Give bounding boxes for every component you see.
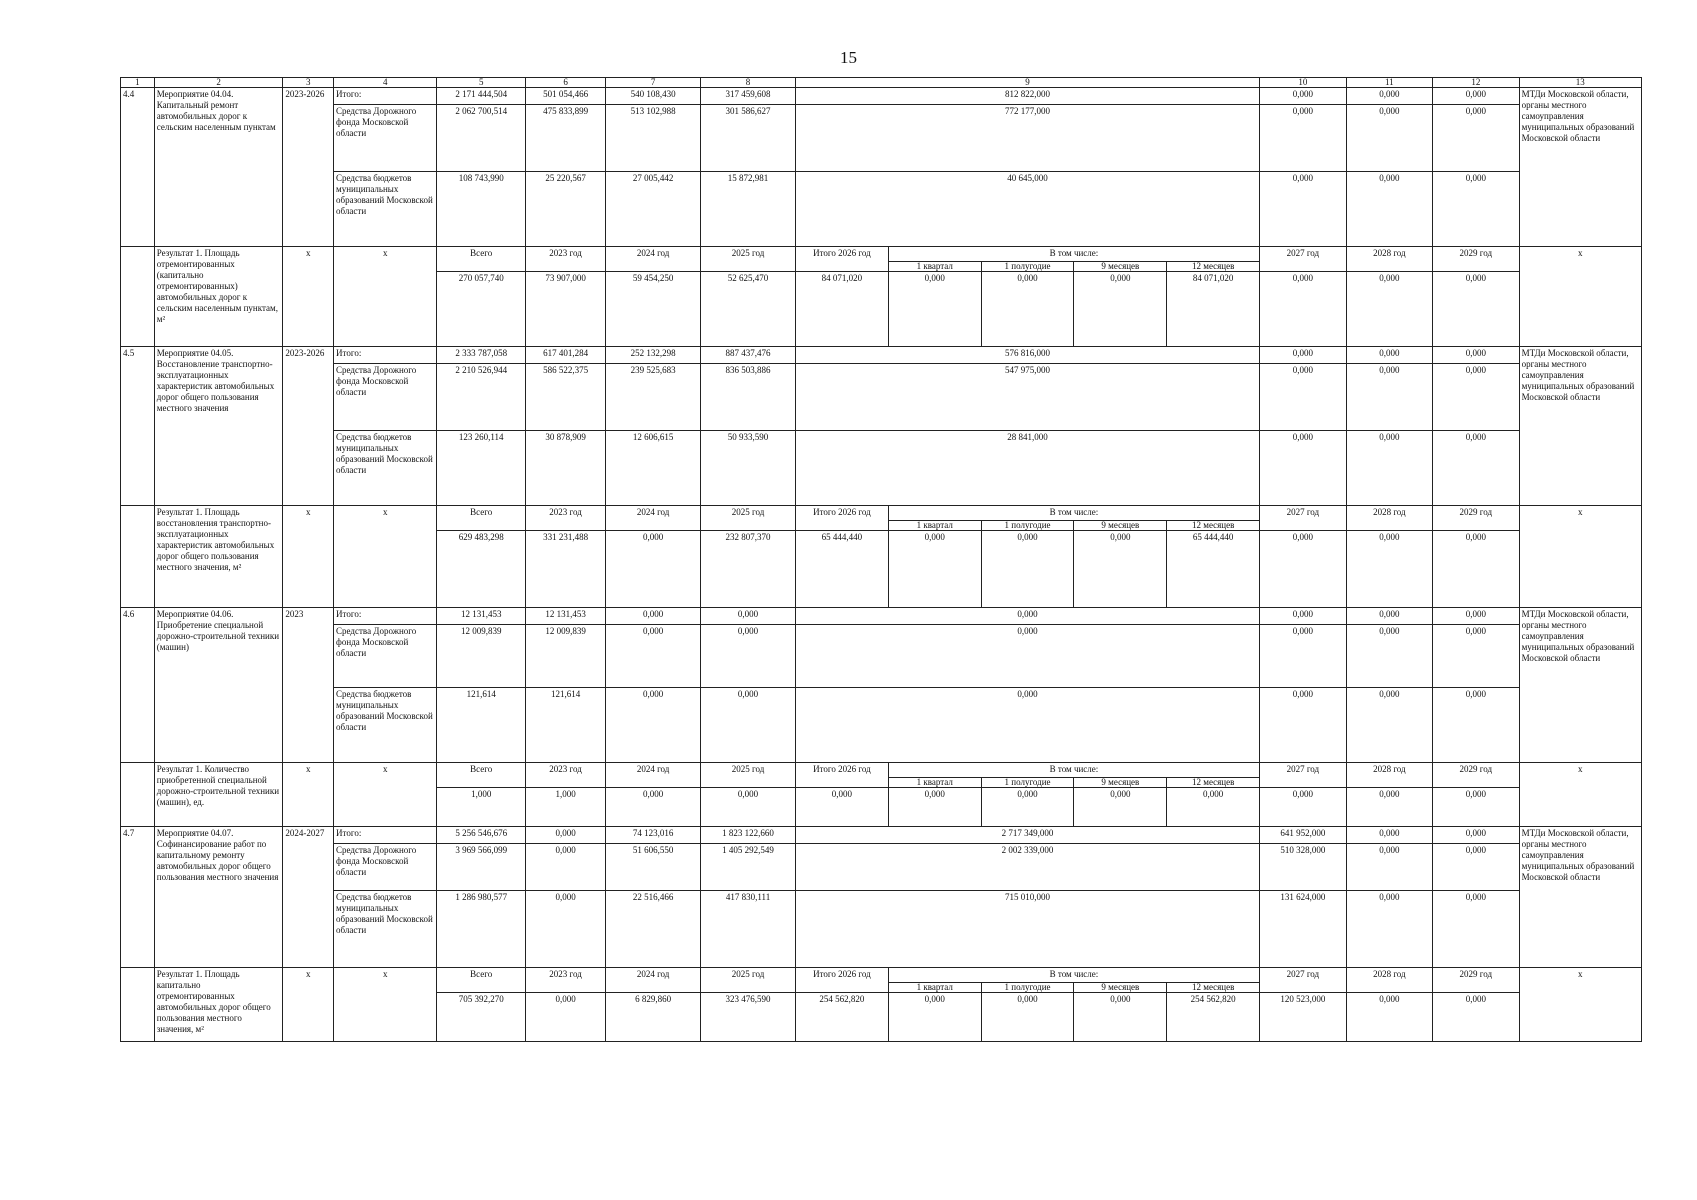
result-head-h1: 1 полугодие	[981, 778, 1074, 788]
result-value-y2023: 1,000	[526, 788, 606, 827]
value-2025: 15 872,981	[701, 172, 796, 247]
value-2027: 0,000	[1260, 105, 1346, 172]
funding-row	[121, 688, 1642, 763]
col-num: 11	[1346, 78, 1432, 88]
page-number: 15	[840, 48, 857, 67]
section-number: 4.7	[121, 827, 155, 968]
value-2029: 0,000	[1433, 347, 1519, 364]
result-value-total: 629 483,298	[437, 531, 526, 608]
value-2024: 0,000	[606, 625, 701, 688]
col-num: 3	[283, 78, 334, 88]
result-head-total-2026: Итого 2026 год	[796, 968, 889, 993]
x-mark: х	[334, 506, 437, 608]
funding-source: Средства Дорожного фонда Московской области	[334, 364, 437, 431]
value-2028: 0,000	[1346, 844, 1432, 891]
value-2026: 0,000	[796, 625, 1260, 688]
result-head-2023: 2023 год	[526, 506, 606, 531]
period: 2023-2026	[283, 88, 334, 247]
result-value-m9: 0,000	[1074, 531, 1167, 608]
result-label: Результат 1. Площадь отремонтированных (капитально отремонтированных) автомобильных дорог к сельским населенным пунктам, м²	[154, 247, 283, 347]
funding-row	[121, 625, 1642, 688]
result-value-h1: 0,000	[981, 272, 1074, 347]
measure-name: Мероприятие 04.05. Восстановление транспортно-эксплуатационных характеристик автомобильных дорог общего пользования местного значения	[154, 347, 283, 506]
result-value-y2027: 120 523,000	[1260, 993, 1346, 1042]
value-2029: 0,000	[1433, 827, 1519, 844]
value-2029: 0,000	[1433, 891, 1519, 968]
col-num: 6	[526, 78, 606, 88]
funding-row	[121, 172, 1642, 247]
measure-name: Мероприятие 04.07. Софинансирование работ по капитальному ремонту автомобильных дорог общего пользования местного значения	[154, 827, 283, 968]
result-value-y2029: 0,000	[1433, 993, 1519, 1042]
value-2028: 0,000	[1346, 88, 1432, 105]
result-head-2024: 2024 год	[606, 247, 701, 272]
value-2027: 0,000	[1260, 364, 1346, 431]
result-head-12m: 12 месяцев	[1167, 778, 1260, 788]
funding-row	[121, 105, 1642, 172]
result-head-including: В том числе:	[888, 247, 1259, 262]
result-head-2025: 2025 год	[701, 506, 796, 531]
result-head-2025: 2025 год	[701, 968, 796, 993]
result-head-2027: 2027 год	[1260, 506, 1346, 531]
result-head-2029: 2029 год	[1433, 506, 1519, 531]
value-total: 12 009,839	[437, 625, 526, 688]
period: 2023	[283, 608, 334, 763]
value-2026: 772 177,000	[796, 105, 1260, 172]
value-2026: 2 717 349,000	[796, 827, 1260, 844]
x-mark: х	[1519, 763, 1641, 827]
result-value-total2026: 0,000	[796, 788, 889, 827]
result-value-y2028: 0,000	[1346, 993, 1432, 1042]
funding-row	[121, 431, 1642, 506]
result-value-y2027: 0,000	[1260, 788, 1346, 827]
section-number: 4.4	[121, 88, 155, 247]
result-value-y2023: 73 907,000	[526, 272, 606, 347]
result-value-m12: 65 444,440	[1167, 531, 1260, 608]
value-2029: 0,000	[1433, 844, 1519, 891]
result-head-total-2026: Итого 2026 год	[796, 763, 889, 788]
x-mark: х	[1519, 506, 1641, 608]
result-head-9m: 9 месяцев	[1074, 521, 1167, 531]
value-2023: 586 522,375	[526, 364, 606, 431]
value-2029: 0,000	[1433, 105, 1519, 172]
result-head-2024: 2024 год	[606, 968, 701, 993]
x-mark: х	[1519, 968, 1641, 1042]
value-2023: 0,000	[526, 827, 606, 844]
value-2027: 0,000	[1260, 688, 1346, 763]
funding-source: Итого:	[334, 347, 437, 364]
value-2025: 417 830,111	[701, 891, 796, 968]
result-value-h1: 0,000	[981, 531, 1074, 608]
result-head-2027: 2027 год	[1260, 763, 1346, 788]
result-head-including: В том числе:	[888, 968, 1259, 983]
value-2029: 0,000	[1433, 88, 1519, 105]
value-2024: 239 525,683	[606, 364, 701, 431]
value-2028: 0,000	[1346, 105, 1432, 172]
measure-name: Мероприятие 04.06. Приобретение специальной дорожно-строительной техники (машин)	[154, 608, 283, 763]
value-2023: 25 220,567	[526, 172, 606, 247]
result-value-y2023: 331 231,488	[526, 531, 606, 608]
value-2026: 715 010,000	[796, 891, 1260, 968]
col-num: 9	[796, 78, 1260, 88]
value-2025: 301 586,627	[701, 105, 796, 172]
value-2028: 0,000	[1346, 347, 1432, 364]
result-header-row	[121, 763, 1642, 778]
result-value-y2024: 59 454,250	[606, 272, 701, 347]
result-value-y2025: 52 625,470	[701, 272, 796, 347]
value-2026: 576 816,000	[796, 347, 1260, 364]
value-2023: 0,000	[526, 891, 606, 968]
result-value-y2025: 0,000	[701, 788, 796, 827]
value-2028: 0,000	[1346, 431, 1432, 506]
result-head-total: Всего	[437, 247, 526, 272]
funding-source: Средства Дорожного фонда Московской области	[334, 105, 437, 172]
result-value-y2029: 0,000	[1433, 788, 1519, 827]
result-head-2023: 2023 год	[526, 968, 606, 993]
value-2028: 0,000	[1346, 891, 1432, 968]
value-2025: 0,000	[701, 608, 796, 625]
funding-source: Итого:	[334, 827, 437, 844]
result-value-total: 1,000	[437, 788, 526, 827]
section-row	[121, 347, 1642, 364]
result-value-y2027: 0,000	[1260, 272, 1346, 347]
value-2024: 12 606,615	[606, 431, 701, 506]
x-mark: х	[283, 763, 334, 827]
result-head-2029: 2029 год	[1433, 247, 1519, 272]
value-2023: 30 878,909	[526, 431, 606, 506]
result-head-including: В том числе:	[888, 763, 1259, 778]
result-head-total-2026: Итого 2026 год	[796, 506, 889, 531]
value-2027: 641 952,000	[1260, 827, 1346, 844]
value-2028: 0,000	[1346, 172, 1432, 247]
value-2023: 501 054,466	[526, 88, 606, 105]
result-head-2024: 2024 год	[606, 506, 701, 531]
result-head-q1: 1 квартал	[888, 778, 981, 788]
value-2026: 812 822,000	[796, 88, 1260, 105]
value-2026: 28 841,000	[796, 431, 1260, 506]
col-num: 10	[1260, 78, 1346, 88]
value-2029: 0,000	[1433, 608, 1519, 625]
result-number-blank	[121, 763, 155, 827]
result-value-m9: 0,000	[1074, 993, 1167, 1042]
value-2026: 40 645,000	[796, 172, 1260, 247]
result-value-y2024: 6 829,860	[606, 993, 701, 1042]
result-label: Результат 1. Площадь капитально отремонтированных автомобильных дорог общего пользования местного значения, м²	[154, 968, 283, 1042]
value-2025: 317 459,608	[701, 88, 796, 105]
col-num: 2	[154, 78, 283, 88]
column-number-row	[121, 78, 1642, 88]
result-value-y2024: 0,000	[606, 788, 701, 827]
value-2029: 0,000	[1433, 172, 1519, 247]
section-number: 4.5	[121, 347, 155, 506]
value-2026: 0,000	[796, 688, 1260, 763]
funding-source: Итого:	[334, 88, 437, 105]
value-total: 2 210 526,944	[437, 364, 526, 431]
result-head-2027: 2027 год	[1260, 247, 1346, 272]
result-value-h1: 0,000	[981, 993, 1074, 1042]
period: 2023-2026	[283, 347, 334, 506]
result-head-2028: 2028 год	[1346, 763, 1432, 788]
value-2028: 0,000	[1346, 688, 1432, 763]
result-head-12m: 12 месяцев	[1167, 521, 1260, 531]
result-head-total: Всего	[437, 506, 526, 531]
col-num: 12	[1433, 78, 1519, 88]
measure-name: Мероприятие 04.04. Капитальный ремонт автомобильных дорог к сельским населенным пунктам	[154, 88, 283, 247]
value-2028: 0,000	[1346, 625, 1432, 688]
result-head-2023: 2023 год	[526, 247, 606, 272]
value-2029: 0,000	[1433, 625, 1519, 688]
period: 2024-2027	[283, 827, 334, 968]
value-2025: 1 823 122,660	[701, 827, 796, 844]
x-mark: х	[334, 968, 437, 1042]
result-head-2024: 2024 год	[606, 763, 701, 788]
result-header-row	[121, 506, 1642, 521]
col-num: 4	[334, 78, 437, 88]
value-2024: 0,000	[606, 608, 701, 625]
result-value-y2028: 0,000	[1346, 788, 1432, 827]
result-head-h1: 1 полугодие	[981, 983, 1074, 993]
value-2028: 0,000	[1346, 827, 1432, 844]
result-head-2025: 2025 год	[701, 247, 796, 272]
section-row	[121, 608, 1642, 625]
value-2025: 1 405 292,549	[701, 844, 796, 891]
result-number-blank	[121, 506, 155, 608]
value-2028: 0,000	[1346, 608, 1432, 625]
value-total: 5 256 546,676	[437, 827, 526, 844]
result-head-2029: 2029 год	[1433, 968, 1519, 993]
value-total: 123 260,114	[437, 431, 526, 506]
result-value-y2029: 0,000	[1433, 531, 1519, 608]
result-head-total: Всего	[437, 763, 526, 788]
col-num: 7	[606, 78, 701, 88]
result-head-12m: 12 месяцев	[1167, 983, 1260, 993]
result-head-2023: 2023 год	[526, 763, 606, 788]
value-2025: 0,000	[701, 688, 796, 763]
value-total: 12 131,453	[437, 608, 526, 625]
result-head-total-2026: Итого 2026 год	[796, 247, 889, 272]
value-2027: 131 624,000	[1260, 891, 1346, 968]
result-head-9m: 9 месяцев	[1074, 778, 1167, 788]
funding-source: Средства бюджетов муниципальных образований Московской области	[334, 431, 437, 506]
result-value-m12: 84 071,020	[1167, 272, 1260, 347]
value-2026: 547 975,000	[796, 364, 1260, 431]
value-2025: 887 437,476	[701, 347, 796, 364]
value-2027: 0,000	[1260, 88, 1346, 105]
program-table	[120, 77, 1642, 1042]
result-header-row	[121, 968, 1642, 983]
x-mark: х	[334, 763, 437, 827]
result-value-y2025: 232 807,370	[701, 531, 796, 608]
section-number: 4.6	[121, 608, 155, 763]
x-mark: х	[283, 247, 334, 347]
value-2027: 0,000	[1260, 608, 1346, 625]
result-head-h1: 1 полугодие	[981, 521, 1074, 531]
funding-row	[121, 844, 1642, 891]
executor: МТДи Московской области, органы местного самоуправления муниципальных образований Московской области	[1519, 88, 1641, 247]
funding-source: Средства бюджетов муниципальных образований Московской области	[334, 688, 437, 763]
result-value-total2026: 65 444,440	[796, 531, 889, 608]
result-head-including: В том числе:	[888, 506, 1259, 521]
result-label: Результат 1. Количество приобретенной специальной дорожно-строительной техники (машин), ед.	[154, 763, 283, 827]
col-num: 5	[437, 78, 526, 88]
executor: МТДи Московской области, органы местного самоуправления муниципальных образований Московской области	[1519, 827, 1641, 968]
value-2024: 74 123,016	[606, 827, 701, 844]
value-2024: 540 108,430	[606, 88, 701, 105]
result-value-y2023: 0,000	[526, 993, 606, 1042]
value-2024: 252 132,298	[606, 347, 701, 364]
value-2029: 0,000	[1433, 364, 1519, 431]
value-2029: 0,000	[1433, 431, 1519, 506]
value-2023: 617 401,284	[526, 347, 606, 364]
value-total: 1 286 980,577	[437, 891, 526, 968]
funding-row	[121, 364, 1642, 431]
value-2027: 0,000	[1260, 625, 1346, 688]
funding-row	[121, 891, 1642, 968]
value-2027: 510 328,000	[1260, 844, 1346, 891]
value-2023: 0,000	[526, 844, 606, 891]
result-head-2028: 2028 год	[1346, 506, 1432, 531]
value-2024: 22 516,466	[606, 891, 701, 968]
result-label: Результат 1. Площадь восстановления транспортно-эксплуатационных характеристик автомобильных дорог общего пользования местного значения, м²	[154, 506, 283, 608]
value-2023: 12 009,839	[526, 625, 606, 688]
value-2026: 0,000	[796, 608, 1260, 625]
value-total: 2 171 444,504	[437, 88, 526, 105]
value-total: 2 333 787,058	[437, 347, 526, 364]
result-value-total: 705 392,270	[437, 993, 526, 1042]
value-2024: 27 005,442	[606, 172, 701, 247]
funding-source: Средства Дорожного фонда Московской области	[334, 844, 437, 891]
col-num: 1	[121, 78, 155, 88]
value-2025: 836 503,886	[701, 364, 796, 431]
result-head-12m: 12 месяцев	[1167, 262, 1260, 272]
x-mark: х	[283, 506, 334, 608]
result-value-q1: 0,000	[888, 531, 981, 608]
value-2023: 12 131,453	[526, 608, 606, 625]
result-value-y2027: 0,000	[1260, 531, 1346, 608]
result-value-total2026: 84 071,020	[796, 272, 889, 347]
result-value-y2028: 0,000	[1346, 531, 1432, 608]
value-total: 121,614	[437, 688, 526, 763]
result-head-9m: 9 месяцев	[1074, 983, 1167, 993]
result-head-q1: 1 квартал	[888, 983, 981, 993]
value-total: 3 969 566,099	[437, 844, 526, 891]
x-mark: х	[334, 247, 437, 347]
value-2023: 475 833,899	[526, 105, 606, 172]
value-2024: 51 606,550	[606, 844, 701, 891]
result-header-row	[121, 247, 1642, 262]
col-num: 13	[1519, 78, 1641, 88]
section-row	[121, 827, 1642, 844]
result-value-total: 270 057,740	[437, 272, 526, 347]
value-2027: 0,000	[1260, 172, 1346, 247]
x-mark: х	[1519, 247, 1641, 347]
value-2027: 0,000	[1260, 431, 1346, 506]
result-value-h1: 0,000	[981, 788, 1074, 827]
value-2024: 513 102,988	[606, 105, 701, 172]
result-head-2027: 2027 год	[1260, 968, 1346, 993]
value-total: 108 743,990	[437, 172, 526, 247]
result-value-q1: 0,000	[888, 993, 981, 1042]
funding-source: Средства бюджетов муниципальных образований Московской области	[334, 172, 437, 247]
result-value-total2026: 254 562,820	[796, 993, 889, 1042]
funding-source: Средства Дорожного фонда Московской области	[334, 625, 437, 688]
result-value-y2025: 323 476,590	[701, 993, 796, 1042]
value-2028: 0,000	[1346, 364, 1432, 431]
result-head-h1: 1 полугодие	[981, 262, 1074, 272]
result-head-2025: 2025 год	[701, 763, 796, 788]
result-head-2028: 2028 год	[1346, 968, 1432, 993]
result-value-y2028: 0,000	[1346, 272, 1432, 347]
value-2029: 0,000	[1433, 688, 1519, 763]
result-head-9m: 9 месяцев	[1074, 262, 1167, 272]
value-2027: 0,000	[1260, 347, 1346, 364]
result-value-m9: 0,000	[1074, 788, 1167, 827]
executor: МТДи Московской области, органы местного самоуправления муниципальных образований Московской области	[1519, 608, 1641, 763]
result-head-2028: 2028 год	[1346, 247, 1432, 272]
value-2025: 50 933,590	[701, 431, 796, 506]
result-head-q1: 1 квартал	[888, 521, 981, 531]
value-2025: 0,000	[701, 625, 796, 688]
result-head-total: Всего	[437, 968, 526, 993]
value-2023: 121,614	[526, 688, 606, 763]
value-2024: 0,000	[606, 688, 701, 763]
funding-source: Итого:	[334, 608, 437, 625]
result-number-blank	[121, 968, 155, 1042]
result-value-y2024: 0,000	[606, 531, 701, 608]
value-total: 2 062 700,514	[437, 105, 526, 172]
result-value-m9: 0,000	[1074, 272, 1167, 347]
result-value-q1: 0,000	[888, 272, 981, 347]
result-value-m12: 254 562,820	[1167, 993, 1260, 1042]
result-head-q1: 1 квартал	[888, 262, 981, 272]
result-number-blank	[121, 247, 155, 347]
result-value-m12: 0,000	[1167, 788, 1260, 827]
executor: МТДи Московской области, органы местного самоуправления муниципальных образований Московской области	[1519, 347, 1641, 506]
x-mark: х	[283, 968, 334, 1042]
value-2026: 2 002 339,000	[796, 844, 1260, 891]
result-value-q1: 0,000	[888, 788, 981, 827]
funding-source: Средства бюджетов муниципальных образований Московской области	[334, 891, 437, 968]
result-head-2029: 2029 год	[1433, 763, 1519, 788]
col-num: 8	[701, 78, 796, 88]
section-row	[121, 88, 1642, 105]
result-value-y2029: 0,000	[1433, 272, 1519, 347]
